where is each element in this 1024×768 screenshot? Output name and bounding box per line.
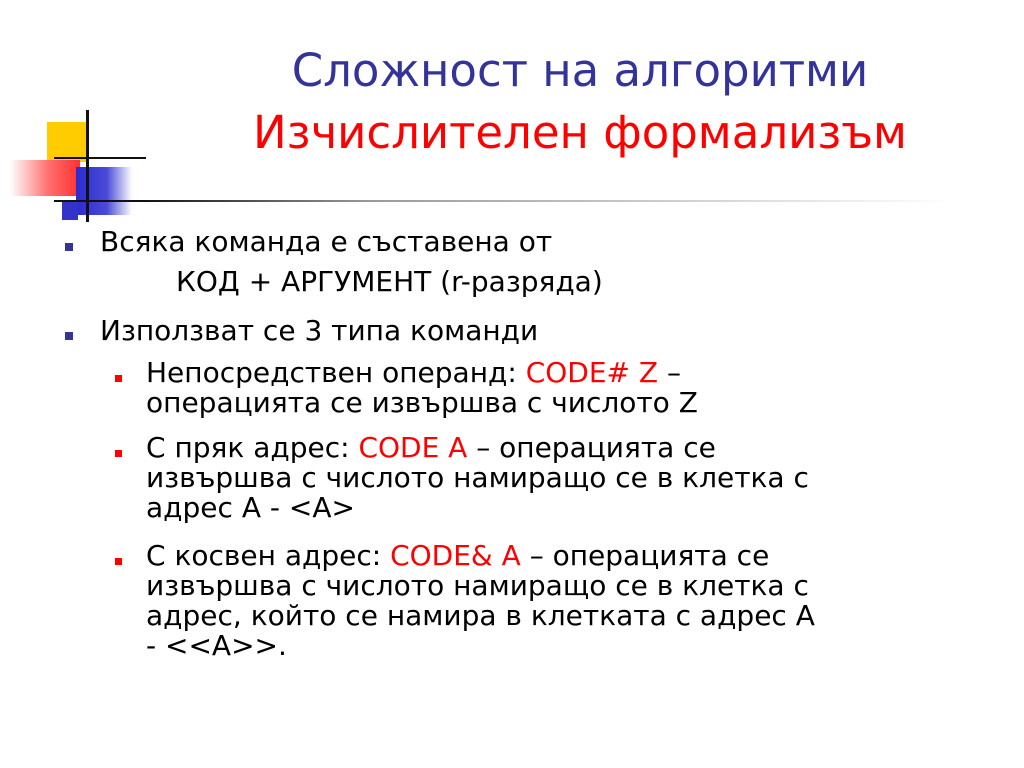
- subbullet-marker-3: [115, 558, 122, 565]
- subbullet-3-prefix: С косвен адрес:: [146, 539, 391, 572]
- bullet-1-subtext: КОД + АРГУМЕНТ (r-разряда): [176, 265, 603, 298]
- subbullet-2-first-line: [146, 433, 809, 463]
- subbullet-2-line: адрес A - <A>: [146, 491, 355, 524]
- yellow-square-shape: [47, 122, 87, 162]
- subbullet-1-line: операцията се извършва с числото Z: [146, 386, 698, 419]
- blue-square-shape: [76, 167, 132, 215]
- subbullet-3-code: CODE& A: [390, 539, 521, 572]
- subbullet-item-1: [146, 358, 698, 418]
- bullet-2-text: Използват се 3 типа команди: [100, 314, 539, 347]
- title-divider-rule: [54, 200, 954, 202]
- subbullet-item-3: [146, 541, 815, 661]
- subbullet-1-first-line: [146, 358, 698, 388]
- decorative-logo: [0, 0, 160, 240]
- bullet-item-1: [100, 227, 603, 297]
- subbullet-3-suffix: – операцията се: [520, 539, 770, 572]
- subbullet-2-code: CODE A: [358, 431, 468, 464]
- subbullet-3-line: извършва с числото намиращо се в клетка с: [146, 569, 809, 602]
- red-square-shape: [10, 160, 80, 196]
- subbullet-1-suffix: –: [658, 356, 682, 389]
- bullet-item-2: [100, 316, 538, 346]
- subbullet-1-code: CODE# Z: [525, 356, 659, 389]
- subbullet-2-prefix: С пряк адрес:: [146, 431, 359, 464]
- bullet-1-text: Всяка команда е съставена от: [100, 225, 553, 258]
- bullet-marker-1: [65, 243, 73, 251]
- subbullet-2-line: извършва с числото намиращо се в клетка с: [146, 461, 809, 494]
- bullet-marker-2: [65, 332, 73, 340]
- short-horizontal-rule: [54, 157, 146, 159]
- title-line-1: Сложност на алгоритми: [291, 44, 869, 97]
- subbullet-marker-1: [115, 375, 122, 382]
- subbullet-3-line: - <<A>>.: [146, 629, 287, 662]
- subbullet-1-prefix: Непосредствен операнд:: [146, 356, 526, 389]
- subbullet-2-suffix: – операцията се: [467, 431, 716, 464]
- vertical-rule: [86, 110, 89, 222]
- slide-title: [150, 40, 1010, 164]
- subbullet-3-first-line: [146, 541, 815, 571]
- subbullet-marker-2: [115, 450, 122, 457]
- title-line-2: Изчислителен формализъм: [252, 106, 908, 159]
- subbullet-item-2: [146, 433, 809, 523]
- subbullet-3-line: адрес, който се намира в клетката с адрес A: [146, 599, 815, 632]
- small-blue-square-shape: [62, 200, 78, 220]
